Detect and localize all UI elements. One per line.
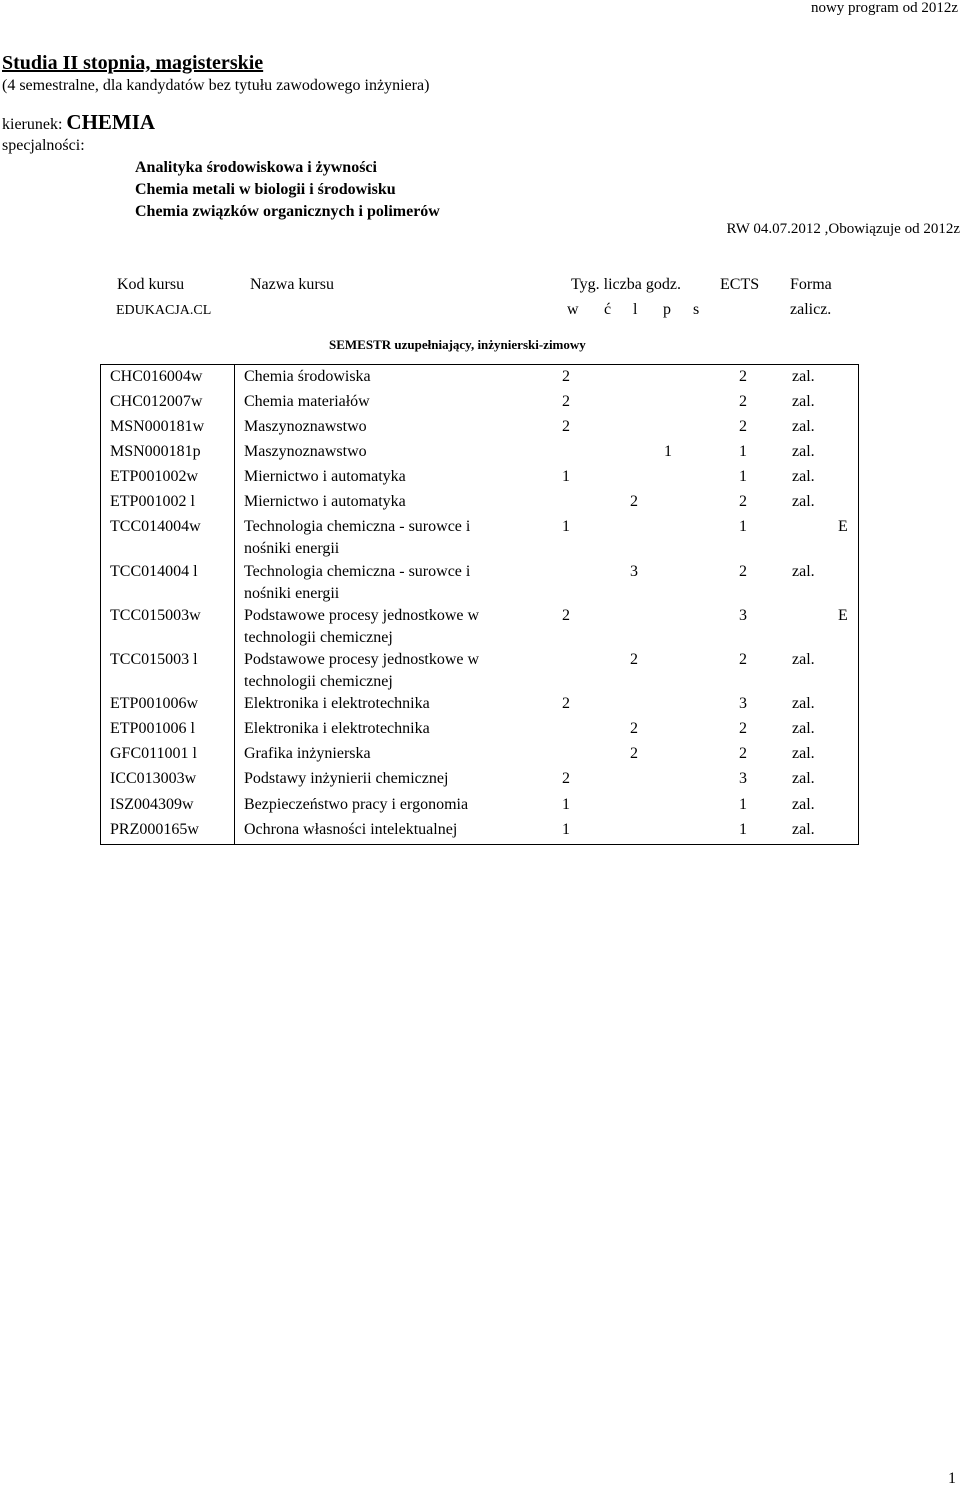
hours-w: 2: [562, 695, 570, 712]
specialization-item: Analityka środowiskowa i żywności: [135, 159, 377, 176]
course-name: technologii chemicznej: [244, 629, 393, 646]
course-form: zal.: [792, 368, 815, 385]
course-code: ETP001002 l: [110, 493, 195, 510]
col-header-nazwa: Nazwa kursu: [250, 276, 334, 293]
col-header-kod-sub: EDUKACJA.CL: [116, 303, 212, 318]
course-ects: 1: [739, 821, 747, 838]
page-number: 1: [948, 1470, 956, 1487]
course-form: zal.: [792, 468, 815, 485]
col-header-ects: ECTS: [720, 276, 760, 293]
course-code: MSN000181p: [110, 443, 201, 460]
hours-w: 1: [562, 821, 570, 838]
course-ects: 1: [739, 518, 747, 535]
specialization-item: Chemia związków organicznych i polimerów: [135, 203, 440, 220]
course-ects: 2: [739, 745, 747, 762]
course-name: Miernictwo i automatyka: [244, 468, 406, 485]
course-form: zal.: [792, 770, 815, 787]
course-ects: 2: [739, 720, 747, 737]
course-form: zal.: [792, 393, 815, 410]
course-form: E: [838, 607, 848, 624]
course-name: Chemia środowiska: [244, 368, 371, 385]
hours-w: 2: [562, 607, 570, 624]
course-name: nośniki energii: [244, 540, 340, 557]
course-name: Chemia materiałów: [244, 393, 370, 410]
course-name: Elektronika i elektrotechnika: [244, 695, 430, 712]
course-code: ETP001002w: [110, 468, 198, 485]
col-header-forma-sub: zalicz.: [790, 301, 832, 318]
hours-p: 1: [664, 443, 672, 460]
col-header-forma: Forma: [790, 276, 832, 293]
kierunek-line: [2, 110, 155, 135]
hours-l: 2: [630, 651, 638, 668]
col-header-l: l: [633, 301, 638, 318]
hours-w: 2: [562, 393, 570, 410]
kierunek-value: CHEMIA: [66, 110, 156, 134]
course-form: zal.: [792, 796, 815, 813]
course-ects: 2: [739, 493, 747, 510]
course-name: Miernictwo i automatyka: [244, 493, 406, 510]
course-ects: 2: [739, 563, 747, 580]
course-form: zal.: [792, 720, 815, 737]
semester-heading: SEMESTR uzupełniający, inżynierski-zimowy: [329, 337, 586, 352]
course-name: Grafika inżynierska: [244, 745, 371, 762]
course-form: zal.: [792, 443, 815, 460]
course-name: Elektronika i elektrotechnika: [244, 720, 430, 737]
hours-w: 2: [562, 368, 570, 385]
kierunek-label: kierunek:: [2, 116, 63, 133]
course-table-divider: [234, 364, 235, 845]
course-ects: 2: [739, 651, 747, 668]
course-code: CHC016004w: [110, 368, 203, 385]
col-header-p: p: [663, 301, 671, 318]
col-header-kod: Kod kursu: [117, 276, 185, 293]
course-name: Technologia chemiczna - surowce i: [244, 563, 471, 580]
course-name: Maszynoznawstwo: [244, 443, 367, 460]
course-code: ICC013003w: [110, 770, 197, 787]
course-form: zal.: [792, 418, 815, 435]
header-note: nowy program od 2012z: [810, 0, 958, 16]
hours-w: 1: [562, 796, 570, 813]
hours-l: 2: [630, 493, 638, 510]
col-header-c: ć: [604, 301, 612, 318]
course-name: Podstawy inżynierii chemicznej: [244, 770, 449, 787]
course-code: TCC015003w: [110, 607, 201, 624]
course-ects: 3: [739, 770, 747, 787]
page-subtitle: (4 semestralne, dla kandydatów bez tytułu zawodowego inżyniera): [2, 77, 430, 94]
course-ects: 3: [739, 607, 747, 624]
course-ects: 1: [739, 468, 747, 485]
course-ects: 1: [739, 796, 747, 813]
course-ects: 3: [739, 695, 747, 712]
course-ects: 1: [739, 443, 747, 460]
hours-l: 3: [630, 563, 638, 580]
col-header-w: w: [567, 301, 579, 318]
course-form: E: [838, 518, 848, 535]
course-name: Podstawowe procesy jednostkowe w: [244, 651, 480, 668]
course-code: ISZ004309w: [110, 796, 194, 813]
course-code: PRZ000165w: [110, 821, 199, 838]
validity-note: RW 04.07.2012 ,Obowiązuje od 2012z: [726, 221, 960, 237]
course-name: Podstawowe procesy jednostkowe w: [244, 607, 480, 624]
course-name: Technologia chemiczna - surowce i: [244, 518, 471, 535]
course-name: Maszynoznawstwo: [244, 418, 367, 435]
hours-l: 2: [630, 720, 638, 737]
hours-w: 2: [562, 770, 570, 787]
course-code: GFC011001 l: [110, 745, 197, 762]
course-code: TCC014004w: [110, 518, 201, 535]
specialization-item: Chemia metali w biologii i środowisku: [135, 181, 396, 198]
hours-w: 1: [562, 468, 570, 485]
course-ects: 2: [739, 368, 747, 385]
course-code: MSN000181w: [110, 418, 205, 435]
course-name: Ochrona własności intelektualnej: [244, 821, 458, 838]
hours-w: 2: [562, 418, 570, 435]
col-header-s: s: [693, 301, 700, 318]
course-code: CHC012007w: [110, 393, 203, 410]
course-form: zal.: [792, 695, 815, 712]
hours-w: 1: [562, 518, 570, 535]
course-ects: 2: [739, 393, 747, 410]
specjalnosci-label: specjalności:: [2, 137, 85, 154]
course-name: nośniki energii: [244, 585, 340, 602]
course-name: technologii chemicznej: [244, 673, 393, 690]
course-name: Bezpieczeństwo pracy i ergonomia: [244, 796, 469, 813]
course-form: zal.: [792, 821, 815, 838]
page-title: Studia II stopnia, magisterskie: [2, 52, 264, 74]
course-form: zal.: [792, 651, 815, 668]
col-header-hours: Tyg. liczba godz.: [571, 276, 681, 293]
course-form: zal.: [792, 563, 815, 580]
course-code: TCC014004 l: [110, 563, 198, 580]
hours-l: 2: [630, 745, 638, 762]
course-code: TCC015003 l: [110, 651, 198, 668]
course-form: zal.: [792, 493, 815, 510]
course-code: ETP001006w: [110, 695, 198, 712]
course-form: zal.: [792, 745, 815, 762]
course-code: ETP001006 l: [110, 720, 195, 737]
course-ects: 2: [739, 418, 747, 435]
